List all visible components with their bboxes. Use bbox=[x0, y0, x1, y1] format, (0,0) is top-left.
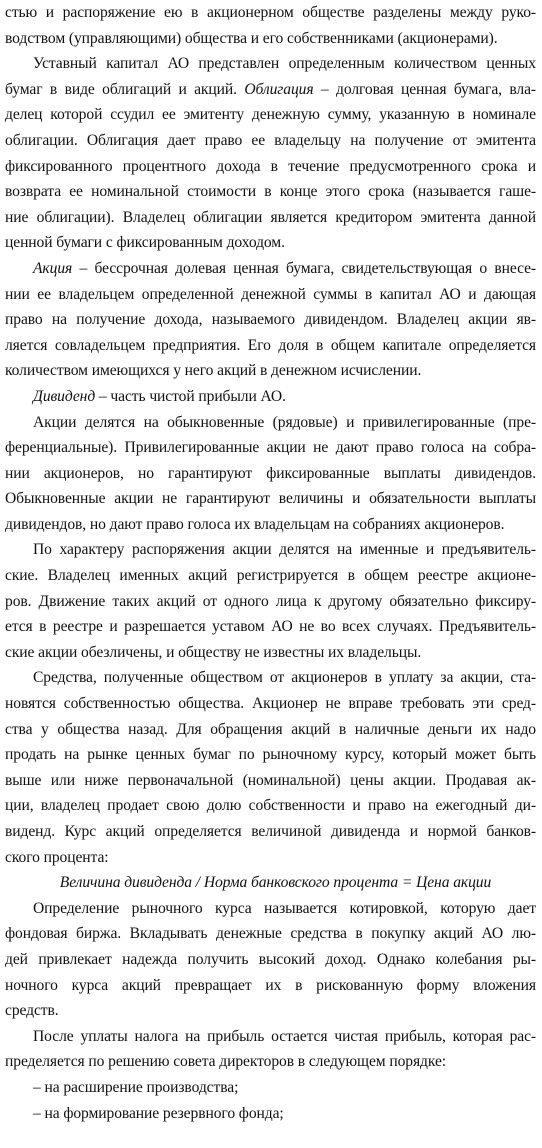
text-line bbox=[5, 256, 536, 282]
text-fragment: Уставный капитал АО представлен определенным количеством ценных bbox=[33, 55, 536, 73]
text-line: ров. Движение таких акций от одного лица к другому обязательно фиксиру- bbox=[5, 592, 536, 610]
text-line: количеством имеющихся у него акций в денежном исчислении. bbox=[5, 362, 422, 380]
text-line: ляется совладельцем предприятия. Его доля в общем капитале определяется bbox=[5, 336, 536, 354]
text-line: стью и распоряжение ею в акционерном обществе разделены между руко- bbox=[5, 4, 536, 21]
formula-line: Величина дивиденда / Норма банковского процента = Цена акции bbox=[59, 874, 492, 892]
text-line: ференциальные). Привилегированные акции не дают право голоса на собра- bbox=[5, 439, 536, 457]
text-line: водством (управляющими) общества и его собственниками (акционерами). bbox=[5, 29, 498, 47]
text-line: нии акционеров, но гарантируют фиксированные выплаты дивидендов. bbox=[5, 464, 536, 482]
text-fragment: – долговая ценная бумага, вла- bbox=[313, 80, 536, 98]
text-line: Средства, полученные обществом от акционеров в уплату за акции, ста- bbox=[33, 669, 536, 687]
text-line bbox=[5, 51, 536, 77]
text-line: ночного курса акций превращает их в рискованную форму вложения bbox=[5, 976, 536, 994]
text-line: дей привлекает надежда получить высокий доход. Однако колебания ры- bbox=[5, 950, 536, 968]
text-line: Акции делятся на обыкновенные (рядовые) и привилегированные (пре- bbox=[33, 413, 536, 431]
bullet-list bbox=[5, 1075, 536, 1126]
text-line: ского процента: bbox=[5, 848, 109, 866]
text-line: ется в реестре и разрешается уставом АО не во всех случаях. Предъявитель- bbox=[5, 618, 536, 636]
text-line: ценной бумаги с фиксированным доходом. bbox=[5, 234, 285, 252]
text-line: ции, владелец продает свою долю собственности и право на ежегодный ди- bbox=[5, 797, 536, 815]
text-line: новятся собственностью общества. Акционер не вправе требовать эти сред- bbox=[5, 695, 536, 713]
text-line: ские акции обезличены, и обществу не известны их владельцы. bbox=[5, 643, 422, 661]
text-line: дивидендов, но дают право голоса их владельцам на собраниях акционеров. bbox=[5, 515, 505, 533]
text-line: ские. Владелец именных акций регистрируется в общем реестре акционе- bbox=[5, 567, 536, 585]
text-line: облигации. Облигация дает право ее владельцу на получение от эмитента bbox=[5, 131, 536, 149]
text-line: ства у общества назад. Для обращения акций в наличные деньги их надо bbox=[5, 720, 536, 738]
term-italic: Акция bbox=[33, 259, 73, 277]
text-line: выше или ниже первоначальной (номинальной) цены акции. Продавая ак- bbox=[5, 771, 536, 789]
text-line: продать на рынке ценных бумаг по рыночному курсу, который может быть bbox=[5, 746, 536, 764]
text-line: После уплаты налога на прибыль остается чистая прибыль, которая рас- bbox=[33, 1027, 536, 1045]
text-line: По характеру распоряжения акции делятся на именные и предъявитель- bbox=[33, 541, 536, 559]
text-line: виденд. Курс акций определяется величиной дивиденда и нормой банков- bbox=[5, 823, 536, 840]
text-line bbox=[5, 77, 536, 103]
text-line: Обыкновенные акции не гарантируют величины и обязательности выплаты bbox=[5, 490, 536, 508]
text-block-continued bbox=[5, 896, 536, 1075]
term-italic: Дивиденд bbox=[33, 387, 96, 405]
text-line: право на получение дохода, называемого дивидендом. Владелец акции яв- bbox=[5, 311, 536, 329]
list-item: – на формирование резервного фонда; bbox=[33, 1104, 284, 1122]
text-line: возврата ее номинальной стоимости в конце этого срока (называется гаше- bbox=[5, 183, 536, 201]
text-line bbox=[5, 384, 536, 410]
text-line: фиксированного процентного дохода в течение предусмотренного срока и bbox=[5, 157, 536, 175]
text-line: делец которой ссудил ее эмитенту денежную сумму, указанную в номинале bbox=[5, 106, 536, 124]
text-line: фондовая биржа. Вкладывать денежные средства в покупку акций АО лю- bbox=[5, 925, 536, 943]
text-block-main bbox=[5, 0, 536, 870]
text-fragment: – бессрочная долевая ценная бумага, свидетельствующая о внесе- bbox=[72, 259, 536, 277]
text-fragment: бумаг в виде облигаций и акций. bbox=[5, 80, 245, 98]
text-line: Определение рыночного курса называется котировкой, которую дает bbox=[33, 899, 536, 917]
text-fragment: – часть чистой прибыли АО. bbox=[95, 387, 286, 405]
text-line: средств. bbox=[5, 1002, 59, 1020]
text-line: ние облигации). Владелец облигации является кредитором эмитента данной bbox=[5, 208, 536, 226]
term-italic: Облигация bbox=[244, 80, 314, 98]
text-line: нии ее владельцем определенной денежной суммы в капитал АО и дающая bbox=[5, 285, 536, 303]
list-item: – на расширение производства; bbox=[33, 1078, 239, 1096]
text-line: пределяется по решению совета директоров в следующем порядке: bbox=[5, 1053, 447, 1071]
